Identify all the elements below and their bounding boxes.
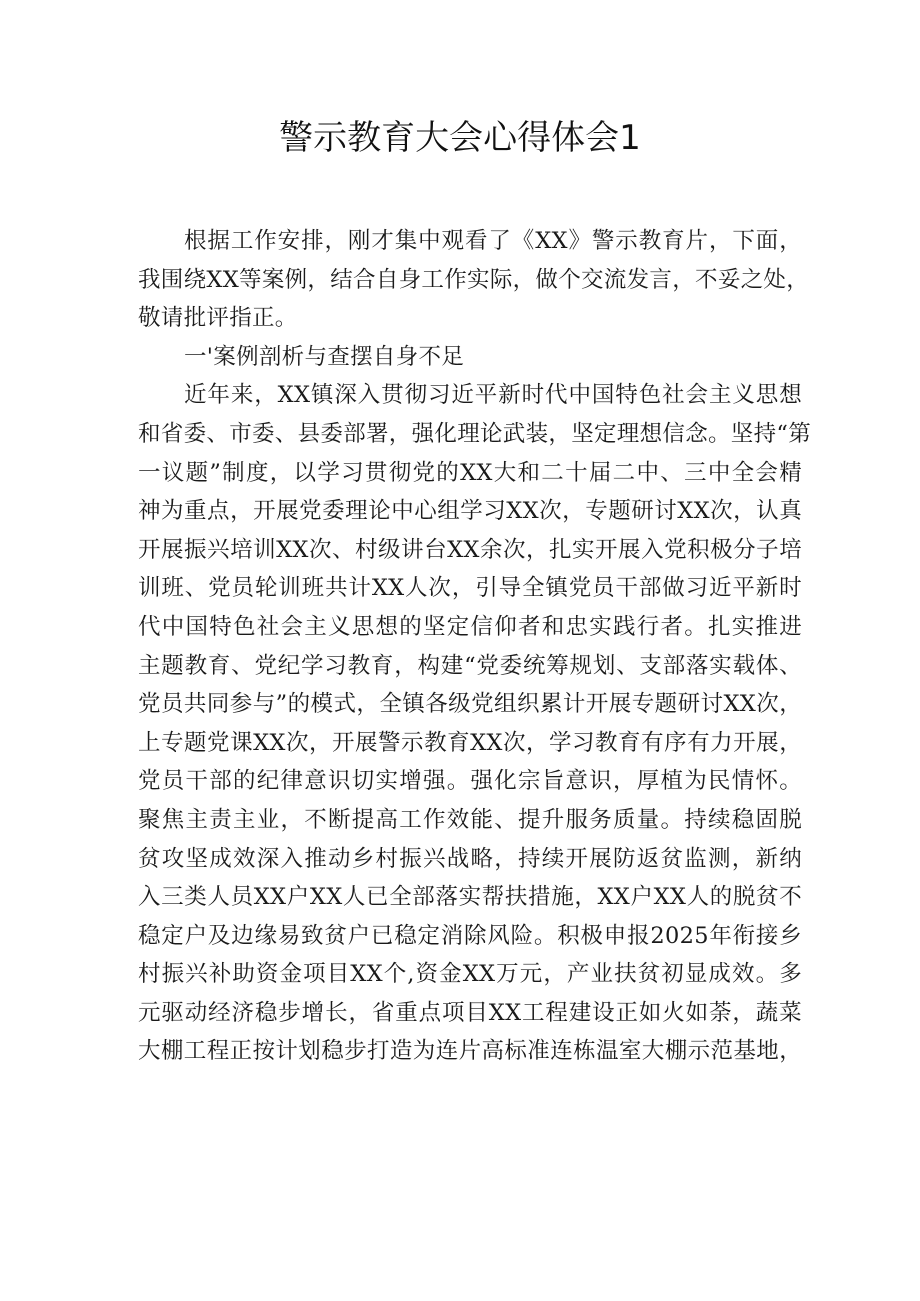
- paragraph-3-line-9: 党员共同参与”的模式，全镇各级党组织累计开展专题研讨XX次，: [138, 691, 802, 718]
- paragraph-3-line-15: 稳定户及边缘易致贫户已稳定消除风险。积极申报2025年衔接乡: [138, 922, 802, 949]
- paragraph-3-line-6: 训班、党员轮训班共计XX人次，引导全镇党员干部做习近平新时: [138, 575, 802, 602]
- paragraph-3-line-2: 和省委、市委、县委部署，强化理论武装，坚定理想信念。坚持“第: [138, 420, 812, 447]
- paragraph-3-line-4: 神为重点，开展党委理论中心组学习XX次，专题研讨XX次，认真: [138, 498, 802, 525]
- paragraph-3-line-1: 近年来，XX镇深入贯彻习近平新时代中国特色社会主义思想: [184, 382, 802, 409]
- paragraph-3-line-14: 入三类人员XX户XX人已全部落实帮扶措施，XX户XX人的脱贫不: [138, 884, 802, 911]
- paragraph-3-line-7: 代中国特色社会主义思想的坚定信仰者和忠实践行者。扎实推进: [138, 613, 802, 640]
- paragraph-3-line-5: 开展振兴培训XX次、村级讲台XX余次，扎实开展入党积极分子培: [138, 536, 802, 563]
- document-body: [138, 222, 812, 1071]
- paragraph-3-line-11: 党员干部的纪律意识切实增强。强化宗旨意识，厚植为民情怀。: [138, 768, 802, 795]
- paragraph-3-line-18: 大棚工程正按计划稳步打造为连片高标准连栋温室大棚示范基地，: [138, 1038, 802, 1065]
- paragraph-3-line-3: 一议题”制度，以学习贯彻党的XX大和二十届二中、三中全会精: [138, 459, 802, 486]
- paragraph-1-line-3: 敬请批评指正。: [138, 305, 298, 332]
- paragraph-3-line-16: 村振兴补助资金项目XX个,资金XX万元，产业扶贫初显成效。多: [138, 961, 802, 988]
- paragraph-1-line-1: 根据工作安排，刚才集中观看了《XX》警示教育片，下面，: [184, 228, 802, 254]
- paragraph-3-line-17: 元驱动经济稳步增长，省重点项目XX工程建设正如火如荼，蔬菜: [138, 999, 802, 1026]
- document-title: 警示教育大会心得体会1: [279, 118, 641, 158]
- paragraph-1-line-2: 我围绕XX等案例，结合自身工作实际，做个交流发言，不妥之处，: [138, 266, 810, 293]
- paragraph-3-line-13: 贫攻坚成效深入推动乡村振兴战略，持续开展防返贫监测，新纳: [138, 845, 802, 872]
- paragraph-3-line-10: 上专题党课XX次，开展警示教育XX次，学习教育有序有力开展，: [138, 729, 802, 756]
- paragraph-3-line-12: 聚焦主责主业，不断提高工作效能、提升服务质量。持续稳固脱: [138, 806, 802, 833]
- section-heading-1: 一'案例剖析与查摆自身不足: [184, 343, 465, 370]
- paragraph-3-line-8: 主题教育、党纪学习教育，构建“党委统筹规划、支部落实载体、: [138, 652, 802, 679]
